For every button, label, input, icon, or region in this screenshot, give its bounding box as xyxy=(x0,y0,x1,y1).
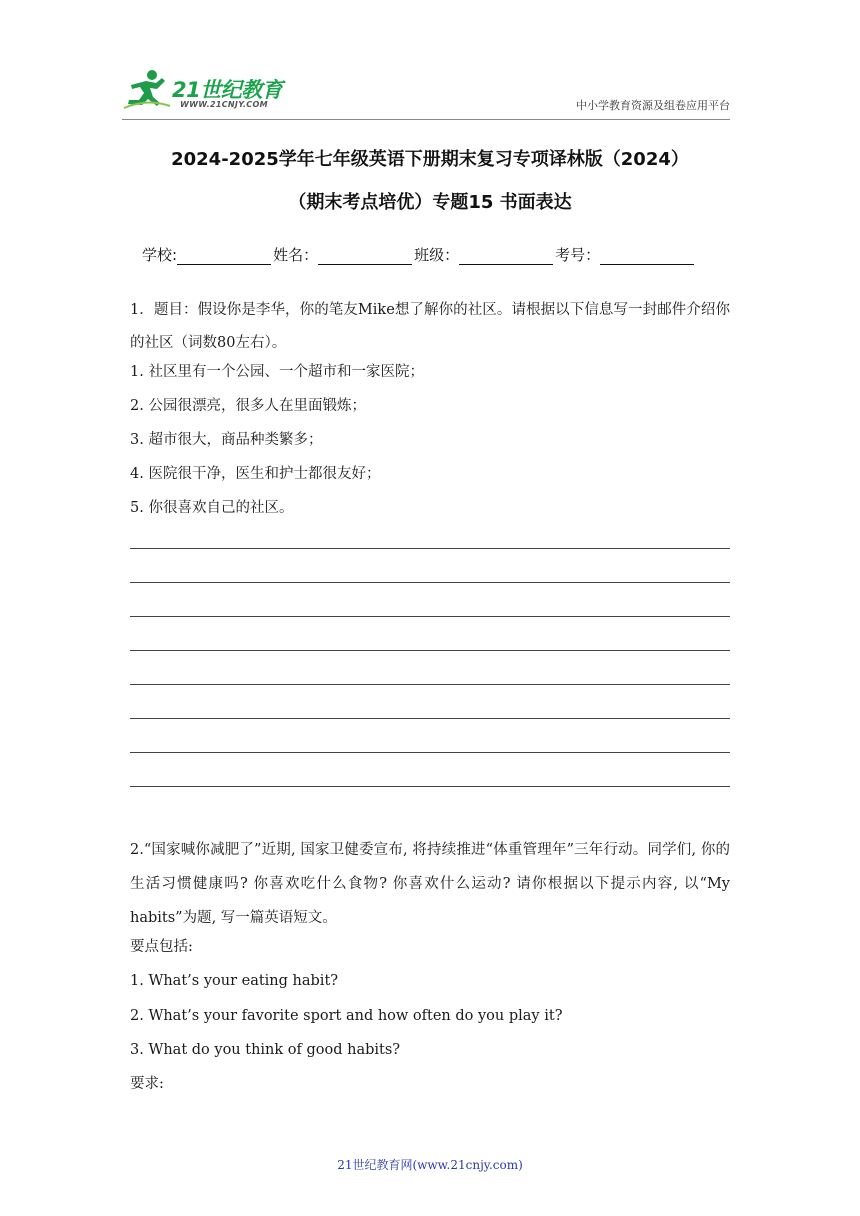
question-1-point: 3. 超市很大，商品种类繁多； xyxy=(130,432,323,448)
answer-line[interactable] xyxy=(130,616,730,617)
page-header xyxy=(122,66,730,116)
question-1-point: 1. 社区里有一个公园、一个超市和一家医院； xyxy=(130,364,424,380)
question-1-point: 5. 你很喜欢自己的社区。 xyxy=(130,500,294,516)
name-label: 姓名： xyxy=(273,246,319,264)
answer-line[interactable] xyxy=(130,752,730,753)
question-2-points-title: 要点包括: xyxy=(130,939,193,955)
question-1-prompt: 1．题目：假设你是李华，你的笔友Mike想了解你的社区。请根据以下信息写一封邮件介绍你的社区（词数80左右）。 xyxy=(130,302,730,351)
question-2-requirements-title: 要求: xyxy=(130,1076,164,1092)
question-1-point: 4. 医院很干净，医生和护士都很友好； xyxy=(130,466,381,482)
logo-wordmark: 21世纪教育 xyxy=(172,78,283,102)
page-footer: 21世纪教育网(www.21cnjy.com) xyxy=(337,1158,523,1172)
school-blank[interactable] xyxy=(177,246,271,265)
runner-logo-icon xyxy=(122,68,172,112)
answer-line[interactable] xyxy=(130,548,730,549)
exam-number-label: 考号： xyxy=(555,246,601,264)
document-title: 2024-2025学年七年级英语下册期末复习专项译林版（2024） xyxy=(171,149,689,170)
answer-line[interactable] xyxy=(130,786,730,787)
answer-line[interactable] xyxy=(130,650,730,651)
question-2-point: 1. What’s your eating habit? xyxy=(130,973,339,989)
answer-line[interactable] xyxy=(130,684,730,685)
answer-line[interactable] xyxy=(130,718,730,719)
question-1-point: 2. 公园很漂亮，很多人在里面锻炼； xyxy=(130,398,366,414)
class-blank[interactable] xyxy=(459,246,553,265)
name-blank[interactable] xyxy=(318,246,412,265)
school-label: 学校: xyxy=(142,246,178,264)
question-2-point: 3. What do you think of good habits? xyxy=(130,1042,401,1058)
student-info-line xyxy=(142,244,742,265)
question-2-prompt: 2.“国家喊你减肥了”近期, 国家卫健委宣布, 将持续推进“体重管理年”三年行动。同学们, 你的生活习惯健康吗? 你喜欢吃什么食物? 你喜欢什么运动? 请你根据以下提示内容, 以“My habits”为题, 写一篇英语短文。 xyxy=(130,842,730,926)
question-2-point: 2. What’s your favorite sport and how often do you play it? xyxy=(130,1008,563,1024)
site-logo xyxy=(122,66,292,112)
class-label: 班级： xyxy=(414,246,460,264)
header-divider xyxy=(122,119,730,120)
exam-number-blank[interactable] xyxy=(600,246,694,265)
answer-line[interactable] xyxy=(130,582,730,583)
platform-slogan: 中小学教育资源及组卷应用平台 xyxy=(576,99,730,112)
logo-url: WWW.21CNJY.COM xyxy=(180,100,268,109)
document-subtitle: （期末考点培优）专题15 书面表达 xyxy=(288,192,572,213)
